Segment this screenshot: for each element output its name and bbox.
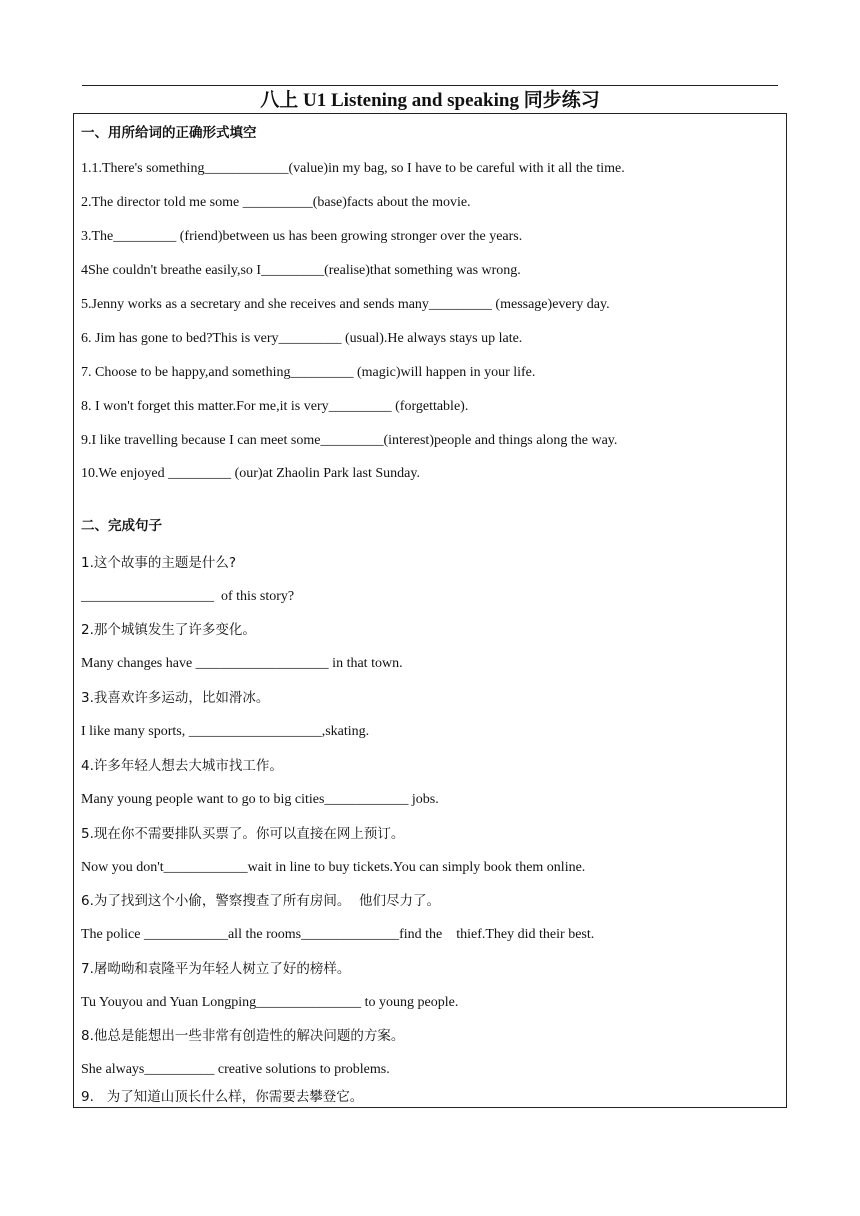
s1-item-9: 9.I like travelling because I can meet some_________(interest)people and things along the way. [81,433,618,448]
section2-heading: 二、完成句子 [81,518,162,534]
s1-item-8: 8. I won't forget this matter.For me,it is very_________ (forgettable). [81,399,469,414]
s1-item-7: 7. Choose to be happy,and something_________ (magic)will happen in your life. [81,365,536,380]
s2-item-8-en: She always__________ creative solutions to problems. [81,1062,390,1077]
s2-item-7-cn: 7.屠呦呦和袁隆平为年轻人树立了好的榜样。 [81,961,351,977]
s2-item-4-en: Many young people want to go to big cities____________ jobs. [81,792,439,807]
s2-item-6-en: The police ____________all the rooms______________find the thief.They did their best. [81,927,595,942]
s2-item-2-cn: 2.那个城镇发生了许多变化。 [81,622,256,638]
s1-item-3: 3.The_________ (friend)between us has been growing stronger over the years. [81,229,523,244]
s2-item-3-cn: 3.我喜欢许多运动，比如滑冰。 [81,690,270,706]
s2-item-6-cn: 6.为了找到这个小偷，警察搜查了所有房间。 他们尽力了。 [81,893,440,909]
s2-item-8-cn: 8.他总是能想出一些非常有创造性的解决问题的方案。 [81,1028,405,1044]
section1-heading: 一、用所给词的正确形式填空 [81,125,257,141]
s2-item-3-en: I like many sports, ___________________,skating. [81,724,370,739]
s2-item-7-en: Tu Youyou and Yuan Longping_______________ to young people. [81,995,459,1010]
s2-item-2-en: Many changes have ___________________ in that town. [81,656,403,671]
s2-item-5-en: Now you don't____________wait in line to buy tickets.You can simply book them online. [81,860,586,875]
page-title: 八上 U1 Listening and speaking 同步练习 [260,90,600,111]
s1-item-6: 6. Jim has gone to bed?This is very_________ (usual).He always stays up late. [81,331,523,346]
s1-item-10: 10.We enjoyed _________ (our)at Zhaolin Park last Sunday. [81,466,420,481]
top-rule [82,85,778,86]
s1-item-5: 5.Jenny works as a secretary and she receives and sends many_________ (message)every day. [81,297,610,312]
s2-item-1-cn: 1.这个故事的主题是什么? [81,555,237,571]
s1-item-2: 2.The director told me some __________(base)facts about the movie. [81,195,471,210]
s2-item-1-en: ___________________ of this story? [81,589,295,604]
s2-item-5-cn: 5.现在你不需要排队买票了。你可以直接在网上预订。 [81,826,405,842]
exercise-box [73,113,787,1108]
s2-item-4-cn: 4.许多年轻人想去大城市找工作。 [81,758,283,774]
s1-item-1: 1.1.There's something____________(value)in my bag, so I have to be careful with it all the time. [81,161,625,176]
s2-item-9-cn: 9. 为了知道山顶长什么样，你需要去攀登它。 [81,1089,364,1105]
s1-item-4: 4She couldn't breathe easily,so I_________(realise)that something was wrong. [81,263,521,278]
